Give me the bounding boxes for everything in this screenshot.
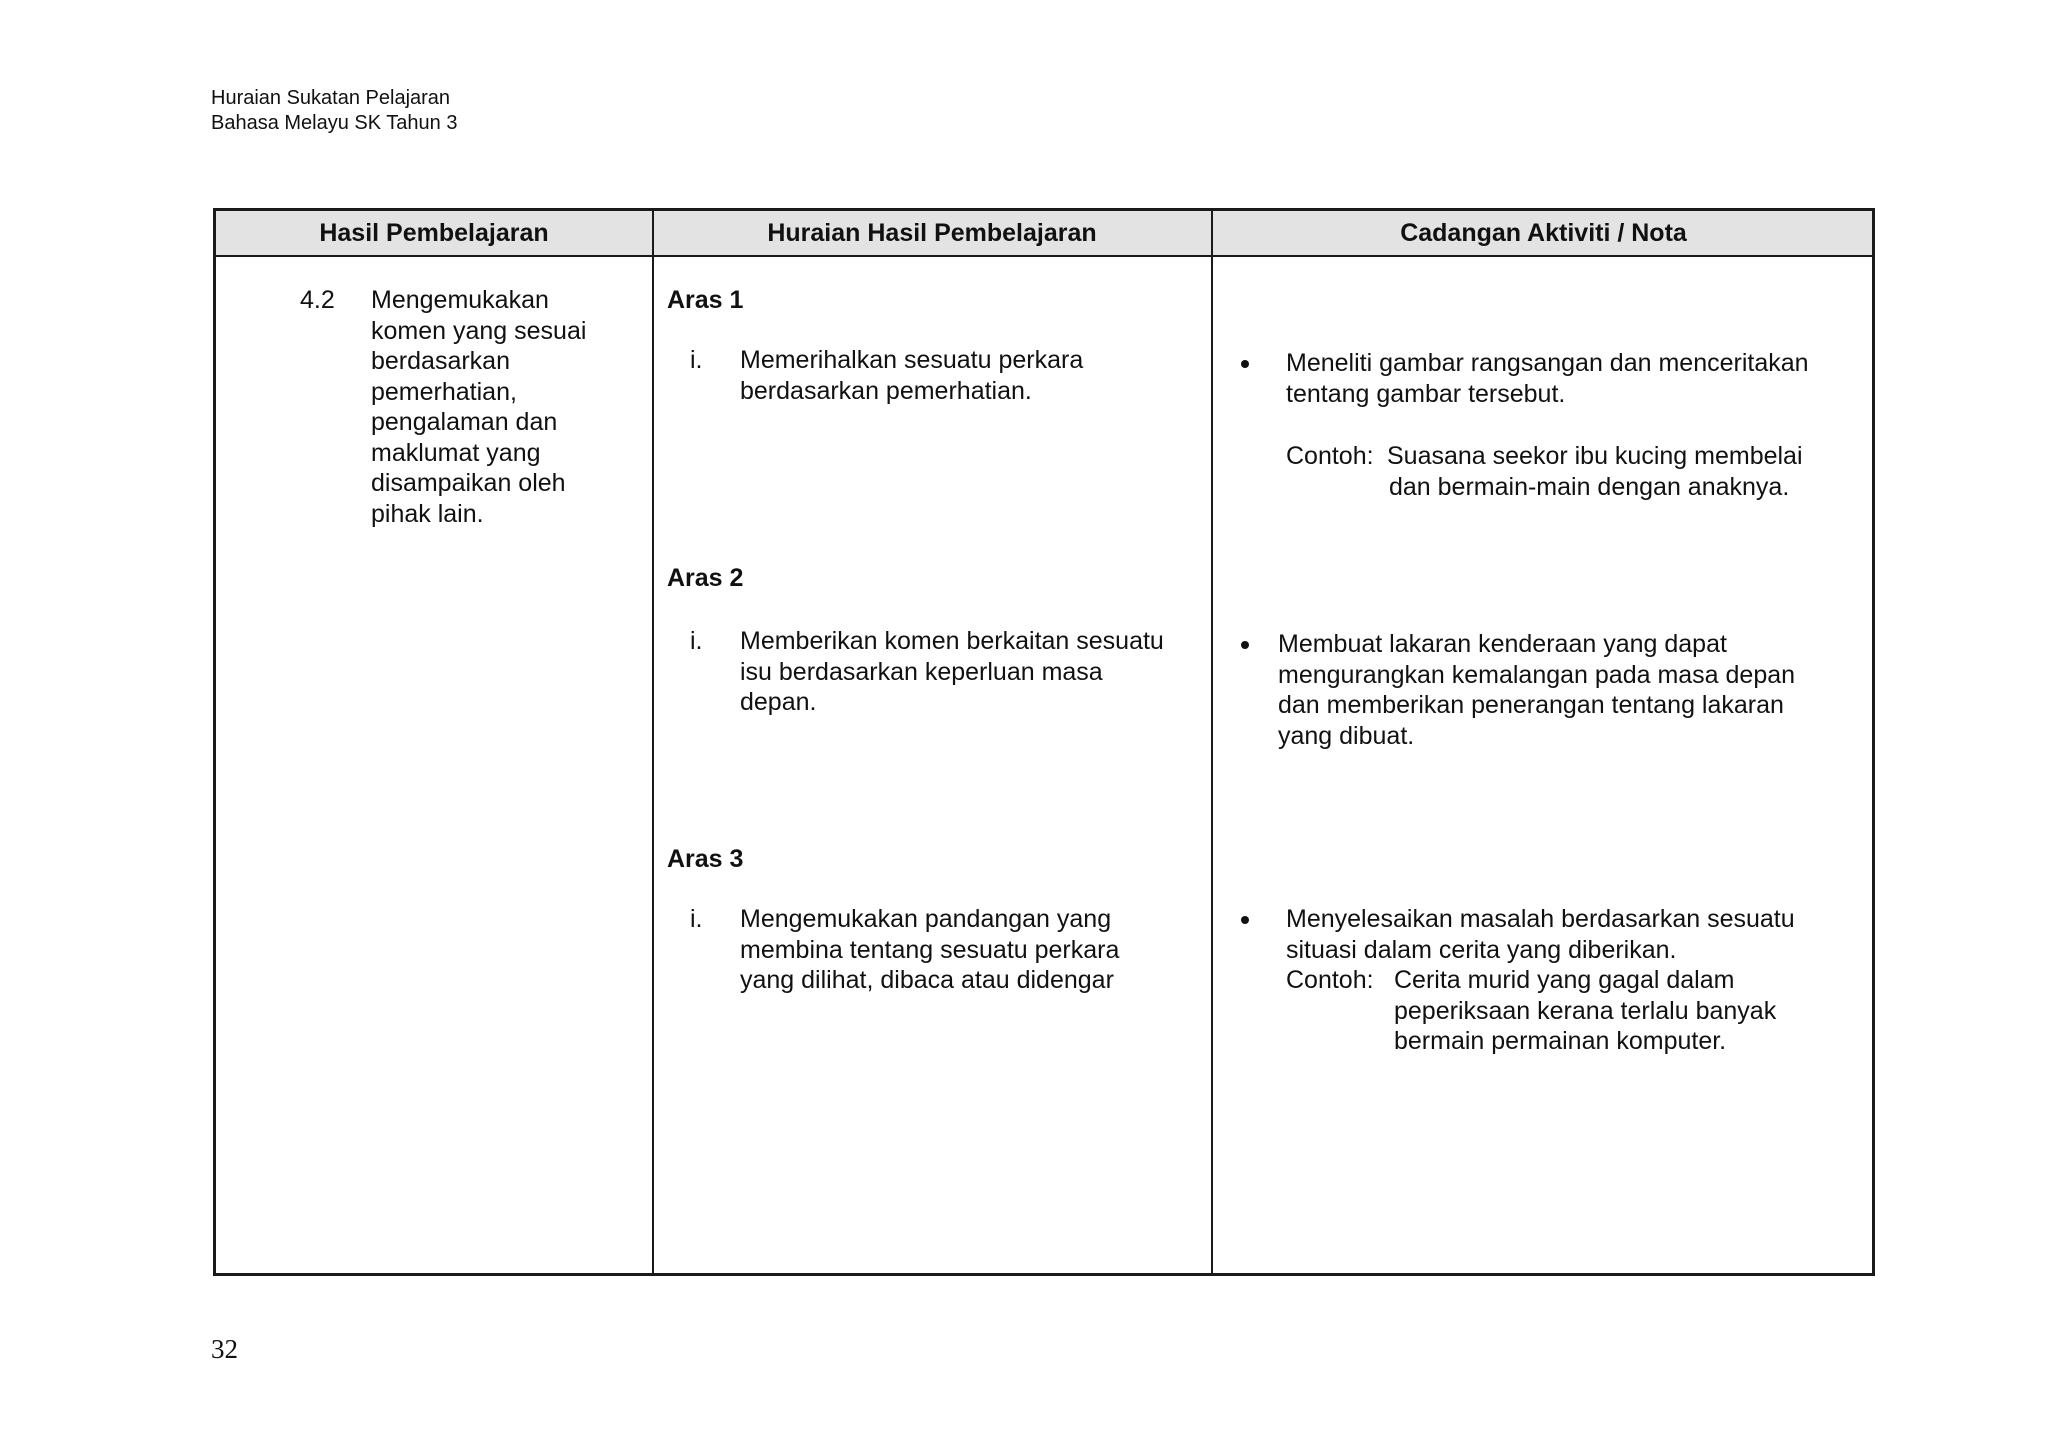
outcome-line: disampaikan oleh [371, 469, 566, 497]
outcome-line: Mengemukakan [371, 286, 549, 314]
description-line: Memberikan komen berkaitan sesuatu [740, 627, 1164, 655]
column-header-activity-notes: Cadangan Aktiviti / Nota [1400, 219, 1687, 247]
level-1-title: Aras 1 [667, 286, 744, 314]
page-number: 32 [211, 1334, 238, 1364]
level-3-item-number: i. [690, 905, 703, 933]
outcome-line: berdasarkan [371, 347, 510, 375]
column-header-learning-outcome: Hasil Pembelajaran [319, 219, 549, 247]
outcome-number: 4.2 [300, 286, 335, 314]
level-3-title: Aras 3 [667, 845, 744, 873]
example-label: Contoh: [1286, 442, 1374, 470]
level-3-example-text [1394, 965, 1776, 1057]
table-header-row [216, 211, 1872, 257]
level-2-item-number: i. [690, 627, 703, 655]
column-divider-1 [652, 211, 654, 1273]
example-label: Contoh: [1286, 966, 1374, 994]
description-line: Mengemukakan pandangan yang [740, 905, 1112, 933]
header-line-1: Huraian Sukatan Pelajaran [211, 87, 451, 109]
level-2-item-text [740, 626, 1164, 718]
level-2-title: Aras 2 [667, 564, 744, 592]
description-line: depan. [740, 688, 817, 716]
description-line: yang dilihat, dibaca atau didengar [740, 966, 1114, 994]
activity-line: Menyelesaikan masalah berdasarkan sesuatu [1286, 905, 1795, 933]
level-1-activity-text [1286, 348, 1809, 409]
activity-line: mengurangkan kemalangan pada masa depan [1278, 660, 1796, 689]
outcome-line: pengalaman dan [371, 408, 558, 436]
outcome-line: maklumat yang [371, 438, 541, 467]
level-1-item-text [740, 345, 1083, 406]
document-header [211, 86, 457, 136]
activity-line: situasi dalam cerita yang diberikan. [1286, 935, 1677, 964]
description-line: isu berdasarkan keperluan masa [740, 657, 1103, 686]
activity-line: Meneliti gambar rangsangan dan menceritakan [1286, 349, 1809, 377]
level-2-activity-text [1278, 629, 1795, 751]
bullet-dot [1241, 916, 1249, 924]
outcome-text [371, 285, 586, 529]
activity-line: yang dibuat. [1278, 721, 1415, 750]
description-line: berdasarkan pemerhatian. [740, 376, 1032, 405]
activity-line: Membuat lakaran kenderaan yang dapat [1278, 630, 1727, 658]
level-3-activity-text [1286, 904, 1795, 965]
level-3-item-text [740, 904, 1119, 996]
example-line: Suasana seekor ibu kucing membelai [1387, 442, 1803, 470]
outcome-line: pihak lain. [371, 499, 484, 528]
outcome-line: komen yang sesuai [371, 316, 587, 345]
activity-line: tentang gambar tersebut. [1286, 379, 1566, 408]
example-line: bermain permainan komputer. [1394, 1027, 1727, 1055]
syllabus-table [213, 208, 1875, 1276]
bullet-dot [1241, 360, 1249, 368]
activity-line: dan memberikan penerangan tentang lakaran [1278, 691, 1784, 719]
column-divider-2 [1211, 211, 1213, 1273]
example-line: peperiksaan kerana terlalu banyak [1394, 996, 1777, 1025]
level-1-item-number: i. [690, 346, 703, 374]
header-line-2: Bahasa Melayu SK Tahun 3 [211, 112, 458, 134]
example-line: dan bermain-main dengan anaknya. [1389, 472, 1790, 501]
column-header-outcome-description: Huraian Hasil Pembelajaran [767, 219, 1097, 247]
description-line: Memerihalkan sesuatu perkara [740, 346, 1084, 374]
example-line: Cerita murid yang gagal dalam [1394, 966, 1735, 994]
bullet-dot [1241, 641, 1249, 649]
outcome-line: pemerhatian, [371, 377, 517, 406]
level-1-example-text [1387, 441, 1803, 502]
description-line: membina tentang sesuatu perkara [740, 935, 1120, 964]
